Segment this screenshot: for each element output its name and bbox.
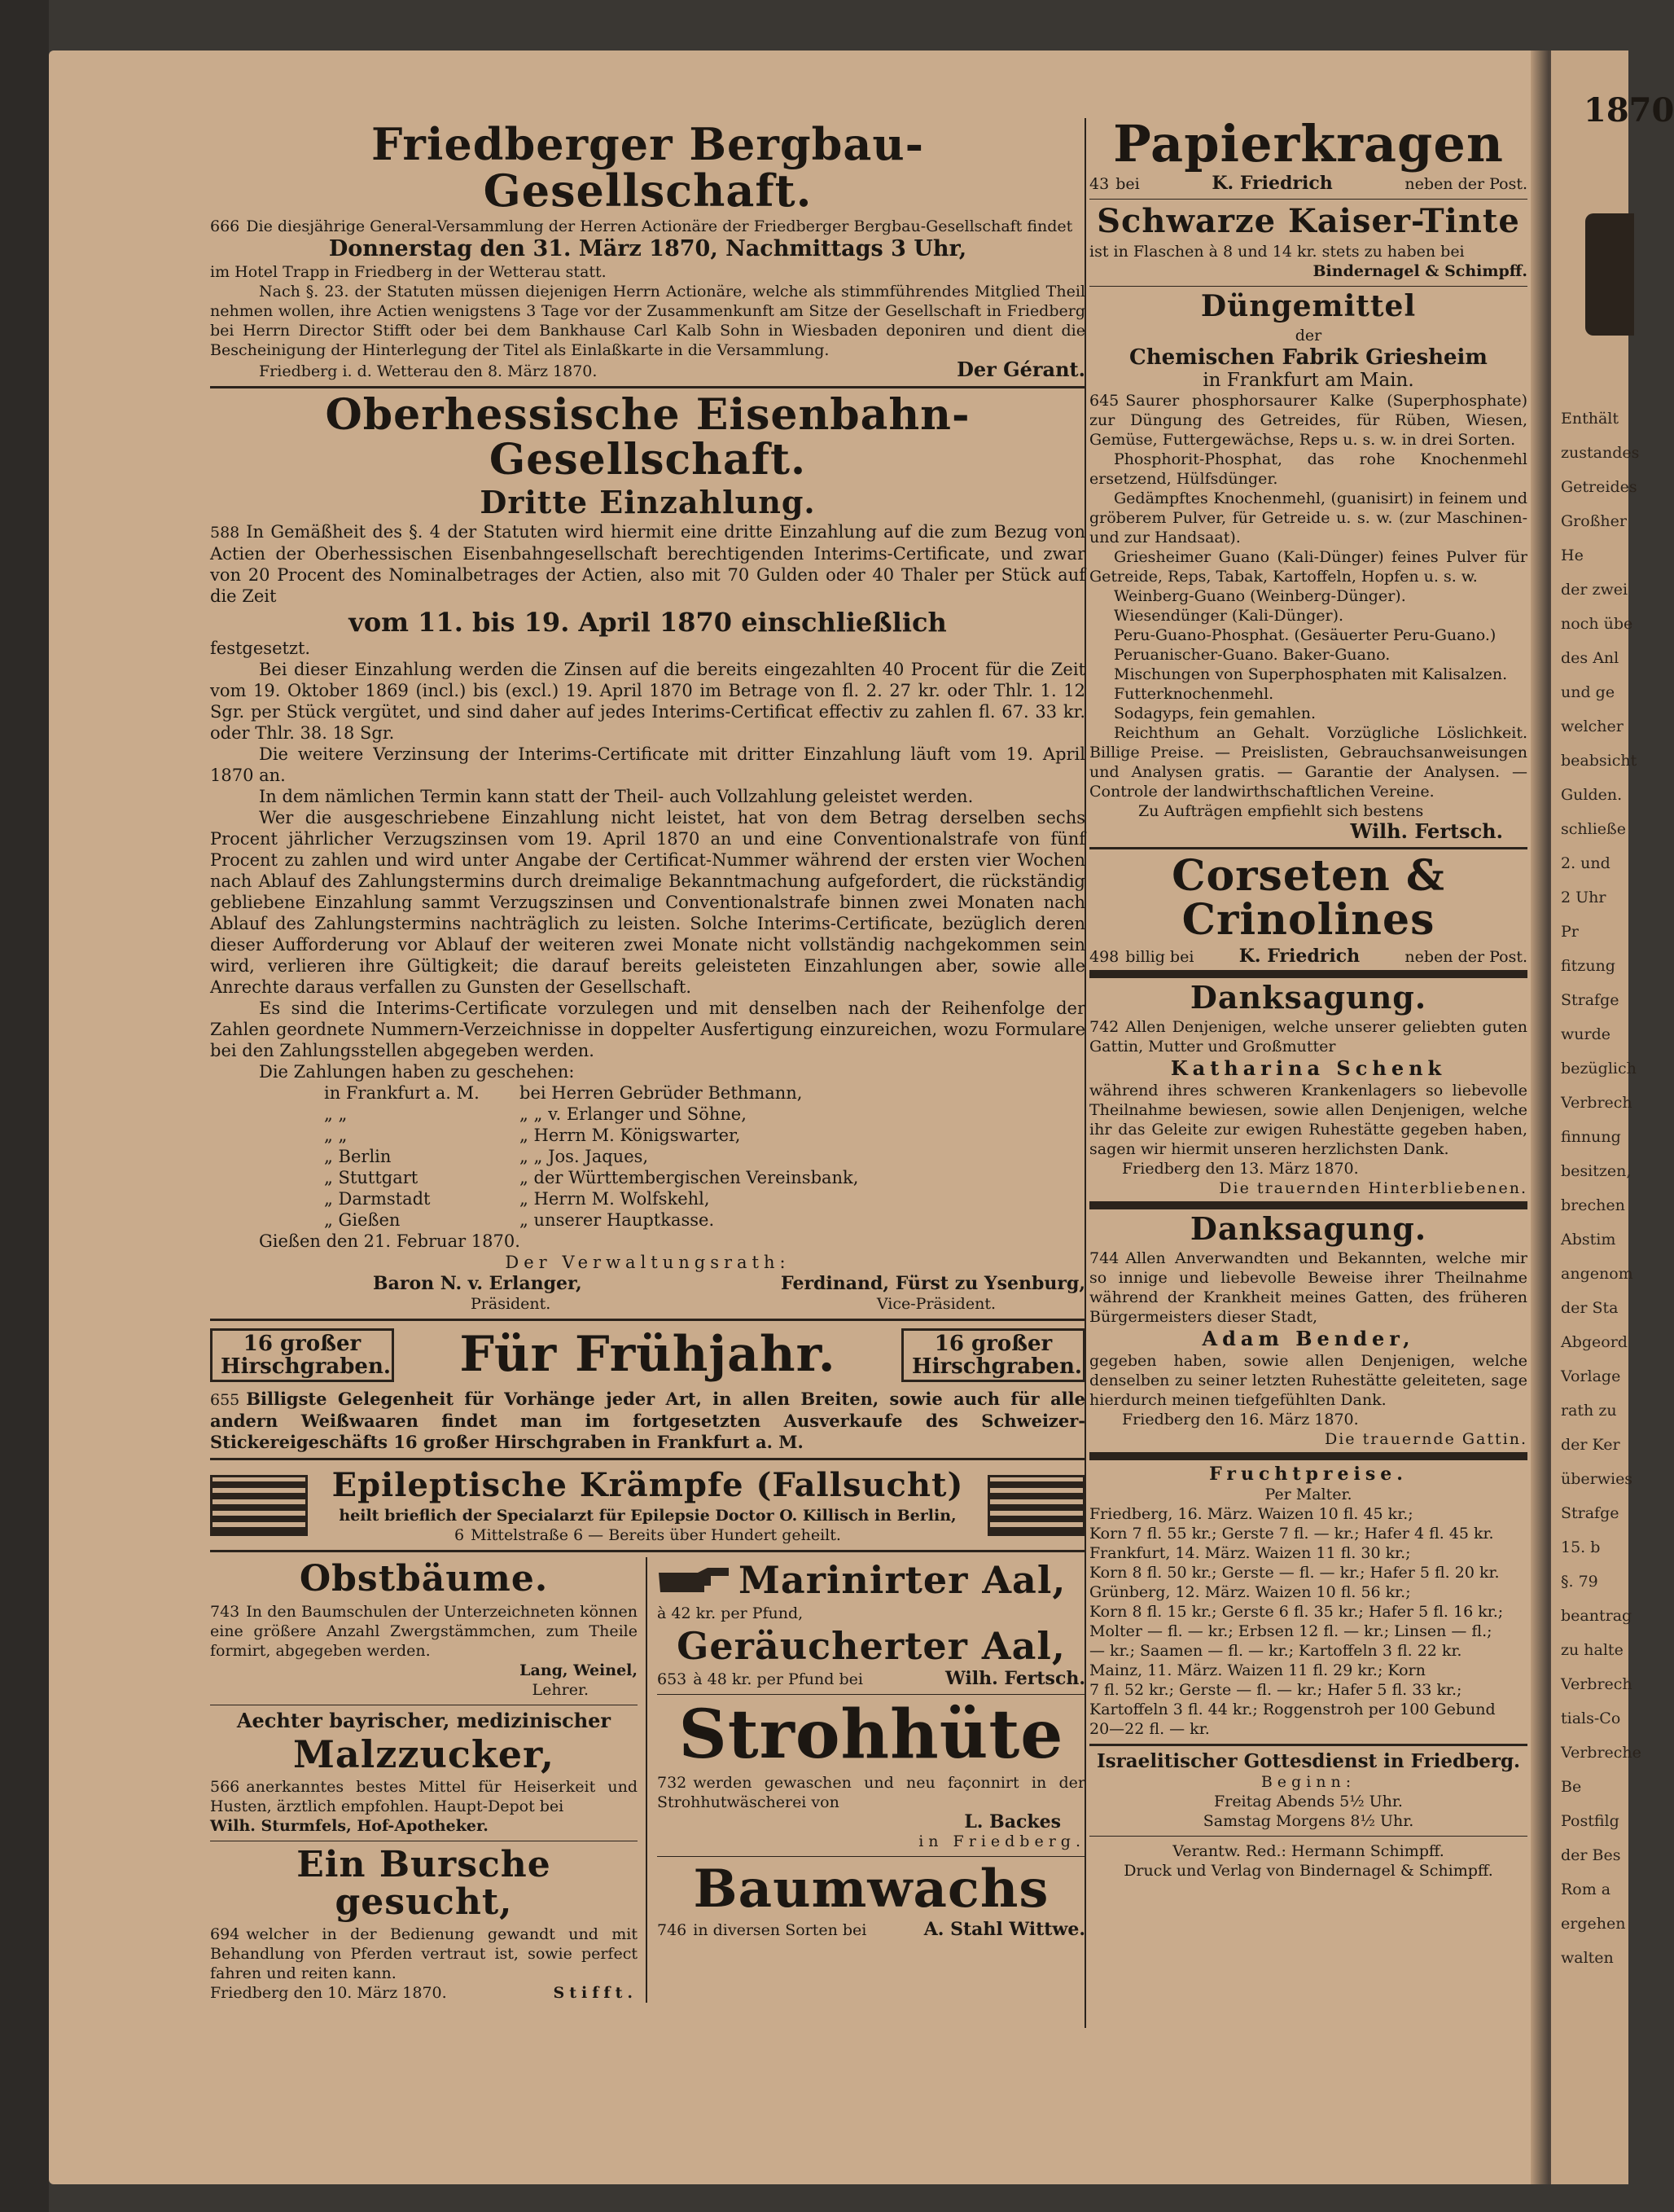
next-page-fragment: der Sta [1561, 1299, 1619, 1317]
eisenbahn-p4: In dem nämlichen Termin kann statt der Theil- auch Vollzahlung geleistet werden. [259, 787, 974, 807]
ad-number: 746 [657, 1921, 687, 1940]
ad-dank2 [1089, 1209, 1527, 1449]
dank1-sign: Die trauernden Hinterbliebenen. [1219, 1178, 1527, 1197]
duenger-sign: Wilh. Fertsch. [1350, 819, 1503, 843]
next-page-fragment: Getreides [1561, 478, 1637, 496]
price-line: — kr.; Saamen — fl. — kr.; Kartoffeln 3 fl. 22 kr. [1089, 1641, 1462, 1660]
price-line: Korn 7 fl. 55 kr.; Gerste 7 fl. — kr.; Hafer 4 fl. 45 kr. [1089, 1524, 1494, 1543]
ad-number: 742 [1089, 1017, 1120, 1036]
corset-post: neben der Post. [1404, 948, 1527, 967]
next-page-fragment: beabsicht [1561, 752, 1637, 770]
next-page-fragment: tials-Co [1561, 1709, 1621, 1727]
epilepsie-line1: heilt brieflich der Specialarzt für Epilepsie Doctor O. Killisch in Berlin, [339, 1507, 957, 1525]
obst-role: Lehrer. [532, 1680, 589, 1699]
market-prices [1089, 1464, 1527, 1739]
ad-number: 655 [210, 1391, 240, 1410]
wachs-text: in diversen Sorten bei [693, 1921, 867, 1940]
ad-papier [1089, 114, 1527, 195]
bergbau-sign: Der Gérant. [957, 358, 1085, 382]
payment-city: „ Darmstadt [324, 1189, 431, 1209]
price-line: Grünberg, 12. März. Waizen 10 fl. 56 kr.; [1089, 1582, 1411, 1601]
next-page-fragment: zustandes [1561, 444, 1640, 462]
ad-number: 732 [657, 1774, 687, 1793]
next-page-fragment: Verbrech [1561, 1675, 1632, 1693]
next-page-fragment: welcher [1561, 718, 1624, 735]
next-page-fragment: des Anl [1561, 649, 1619, 667]
bursche-text: welcher in der Bedienung gewandt und mit Behandlung von Pferden vertraut ist, sowie perfect fahren und reiten kann. [210, 1925, 638, 1983]
duenger-item: Zu Aufträgen empfiehlt sich bestens [1138, 801, 1424, 820]
payment-row [324, 1188, 1085, 1209]
corset-sign: K. Friedrich [1238, 946, 1361, 968]
next-page-fragment: schließe [1561, 820, 1626, 838]
payment-bank: „ der Württembergischen Vereinsbank, [519, 1168, 859, 1188]
obst-title: Obstbäume. [299, 1558, 549, 1600]
ad-duenger [1089, 289, 1527, 843]
payment-row [324, 1082, 1085, 1104]
dank1-text2: während ihres schweren Krankenlagers so liebevolle Theilnahme bewiesen, sowie allen Denjenigen, welche ihr das Geleite zur ewigen Ruhestätte gegeben haben, sagen wir hiermit unseren herzlichsten Dank. [1089, 1081, 1527, 1158]
malz-pre: Aechter bayrischer, medizinischer [236, 1708, 611, 1732]
signature-2-role: Vice-Präsident. [876, 1295, 996, 1314]
duenger-item: Weinberg-Guano (Weinberg-Dünger). [1114, 586, 1406, 605]
next-page-fragment: und ge [1561, 683, 1615, 701]
duenger-item: Phosphorit-Phosphat, das rohe Knochenmehl ersetzend, Hülfsdünger. [1089, 450, 1527, 488]
eisenbahn-subtitle: Dritte Einzahlung. [480, 483, 816, 520]
ad-gottesdienst [1089, 1751, 1527, 1831]
bergbau-place: im Hotel Trapp in Friedberg in der Wetterau statt. [210, 263, 607, 282]
payment-city: „ „ [324, 1104, 348, 1125]
next-page-fragment: zu halte [1561, 1641, 1624, 1659]
payment-city: „ Berlin [324, 1147, 392, 1167]
next-page-fragment: Pr [1561, 923, 1579, 941]
dank1-title: Danksagung. [1190, 979, 1427, 1016]
duenger-item: Saurer phosphorsaurer Kalke (Superphosphate) zur Düngung des Getreides, für Rüben, Wiesen, Gemüse, Futtergewächse, Reps u. s. w. in drei Sorten. [1089, 391, 1527, 449]
next-page-fragment: der zwei [1561, 581, 1628, 599]
ad-number: 6 [454, 1526, 465, 1545]
eisenbahn-p5: Wer die ausgeschriebene Einzahlung nicht leistet, hat von dem Betrag derselben sechs Procent jährlicher Verzugszinsen vom 19. April 1870 an und eine Conventionalstrafe von fünf Procent zu zahlen und wird unter Angabe der Certificat-Nummer während der ersten vier Wochen nach Ablauf des Zahlungstermins durch dreimalige Bekanntmachung aufgefordert, die rückständig gebliebene Einzahlung sammt Verzugszinsen und Conventionalstrafe binnen zwei Monaten nach Ablauf des Zahlungstermins nachträglich zu leisten. Solche Interims-Certificate, bezüglich deren dieser Aufforderung vor Ablauf der weiteren zwei Monate nicht vollständig nachgekommen sein wird, verlieren ihre Gültigkeit; die darauf bereits geleisteten Einzahlungen aber, sowie alle Anrechte daraus verfallen zu Gunsten der Gesellschaft. [210, 808, 1085, 998]
next-page-edge [1551, 50, 1674, 2184]
tinte-title: Schwarze Kaiser-Tinte [1097, 202, 1520, 241]
epilepsie-line2: Mittelstraße 6 — Bereits über Hundert geheilt. [471, 1526, 841, 1545]
ad-epilepsie [210, 1465, 1085, 1545]
address-box-right: 16 großer Hirschgraben. [901, 1328, 1085, 1382]
aal-price: à 42 kr. per Pfund, [657, 1604, 804, 1622]
next-page-fragment: noch übe [1561, 615, 1633, 633]
stroh-place: in Friedberg. [918, 1832, 1085, 1851]
ad-number: 744 [1089, 1249, 1120, 1267]
signature-1-role: Präsident. [471, 1295, 551, 1314]
eisenbahn-board: Der Verwaltungsrath: [505, 1253, 791, 1273]
payment-row [324, 1209, 1085, 1231]
next-page-fragment: Vorlage [1561, 1367, 1621, 1385]
next-page-fragment: He [1561, 546, 1584, 564]
dank2-sign: Die trauernde Gattin. [1324, 1429, 1527, 1448]
duenger-item: Wiesendünger (Kali-Dünger). [1114, 606, 1344, 625]
ad-number: 666 [210, 217, 240, 236]
next-page-fragment: Strafge [1561, 991, 1619, 1009]
duenger-firm: Chemischen Fabrik Griesheim [1129, 345, 1488, 370]
heavy-divider [1089, 970, 1527, 978]
fruehjahr-title: Für Frühjahr. [459, 1326, 836, 1384]
eisenbahn-p3: Die weitere Verzinsung der Interims-Certificate mit dritter Einzahlung läuft vom 19. April 1870 an. [210, 744, 1085, 786]
bursche-sign: Stifft. [553, 1984, 638, 2003]
payment-list [210, 1082, 1085, 1231]
tinte-sign: Bindernagel & Schimpff. [1312, 262, 1527, 281]
bottom-right-ads [647, 1557, 1085, 2003]
bursche-title: Ein Bursche gesucht, [296, 1843, 551, 1924]
left-column [210, 118, 1085, 2003]
wachs-sign: A. Stahl Wittwe. [923, 1919, 1085, 1941]
next-page-fragment: überwies [1561, 1470, 1633, 1488]
dank2-name: Adam Bender, [1202, 1326, 1415, 1350]
eisenbahn-period: vom 11. bis 19. April 1870 einschließlich [348, 607, 947, 639]
obst-sign: Lang, Weinel, [519, 1661, 638, 1679]
papier-post: neben der Post. [1404, 175, 1527, 194]
imprint [1089, 1841, 1527, 1881]
ad-number: 645 [1089, 391, 1120, 410]
bergbau-body: Nach §. 23. der Statuten müssen diejenigen Herrn Actionäre, welche als stimmführendes Mitglied Theil nehmen wollen, ihre Actien wenigstens 3 Tage vor der Zusammenkunft am Sitze der Gesellschaft in Friedberg bei Herrn Director Stifft oder bei dem Bankhause Carl Kalb Sohn in Wiesbaden deponiren und dient die Bescheinigung der Hinterlegung der Titel als Einlaßkarte in die Versammlung. [210, 283, 1085, 360]
ad-eisenbahn [210, 390, 1085, 1314]
ad-dank1 [1089, 981, 1527, 1198]
divider [1089, 199, 1527, 200]
next-page-fragment: Gulden. [1561, 786, 1623, 804]
price-line: Frankfurt, 14. März. Waizen 11 fl. 30 kr.; [1089, 1543, 1411, 1562]
divider [210, 1550, 1085, 1552]
aal-price2: à 48 kr. per Pfund bei [693, 1670, 863, 1689]
next-page-fragment: besitzen, [1561, 1162, 1632, 1180]
next-page-fragment: Verbrech [1561, 1094, 1632, 1112]
payment-row [324, 1167, 1085, 1188]
payment-city: „ Stuttgart [324, 1168, 418, 1188]
next-page-year: 1870 [1584, 91, 1674, 129]
pointing-hand-icon [657, 1565, 730, 1597]
fruehjahr-text: Billigste Gelegenheit für Vorhänge jeder Art, in allen Breiten, sowie auch für alle andern Weißwaaren findet man im fortgesetzten Ausverkaufe des Schweizer-Stickereigeschäfts 16 großer Hirschgraben in Frankfurt a. M. [210, 1389, 1085, 1453]
next-page-masthead [1585, 213, 1634, 336]
payment-row [324, 1146, 1085, 1167]
price-line: Molter — fl. — kr.; Erbsen 12 fl. — kr.; Linsen — fl.; [1089, 1622, 1492, 1640]
divider [1089, 286, 1527, 287]
payment-row [324, 1104, 1085, 1125]
next-page-fragment: der Ker [1561, 1436, 1620, 1454]
divider [1089, 1744, 1527, 1746]
ad-number: 498 [1089, 948, 1120, 967]
dank2-text2: gegeben haben, sowie allen Denjenigen, welche denselben zu seiner letzten Ruhestätte geleiteten, sage hierdurch meinen tiefgefühlten Dank. [1089, 1351, 1527, 1409]
papier-title: Papierkragen [1113, 114, 1504, 173]
wachs-title: Baumwachs [693, 1859, 1050, 1920]
address-box-left: 16 großer Hirschgraben. [210, 1328, 394, 1382]
eisenbahn-title: Oberhessische Eisenbahn-Gesellschaft. [325, 390, 971, 485]
price-line: Friedberg, 16. März. Waizen 10 fl. 45 kr.; [1089, 1504, 1413, 1523]
duenger-item: Futterknochenmehl. [1114, 684, 1274, 703]
duenger-item: Gedämpftes Knochenmehl, (guanisirt) in feinem und gröberem Pulver, für Getreide u. s. w. (zur Maschinen- und zur Handsaat). [1089, 489, 1527, 546]
ornament-icon [988, 1475, 1085, 1536]
aal-title2: Geräucherter Aal, [677, 1623, 1066, 1668]
next-page-fragment: Rom a [1561, 1881, 1611, 1898]
bergbau-sign-place: Friedberg i. d. Wetterau den 8. März 1870. [259, 362, 598, 381]
next-page-fragment: Großher [1561, 512, 1627, 530]
bergbau-title: Friedberger Bergbau-Gesellschaft. [370, 118, 925, 217]
payment-bank: „ Herrn M. Wolfskehl, [519, 1189, 710, 1209]
next-page-fragment: der Bes [1561, 1846, 1621, 1864]
divider [1089, 847, 1527, 849]
malz-text: anerkanntes bestes Mittel für Heiserkeit und Husten, ärztlich empfohlen. Haupt-Depot bei [210, 1777, 638, 1815]
next-page-fragment: Be [1561, 1778, 1582, 1796]
next-page-fragment: angenom [1561, 1265, 1633, 1283]
next-page-fragment: 15. b [1561, 1538, 1601, 1556]
duenger-item: Reichthum an Gehalt. Vorzügliche Löslichkeit. Billige Preise. — Preislisten, Gebrauchsanweisungen und Analysen gratis. — Garantie der Analysen. — Controle der landwirthschaftlichen Vereine. [1089, 723, 1527, 801]
next-page-fragment: wurde [1561, 1025, 1610, 1043]
price-line: Korn 8 fl. 15 kr.; Gerste 6 fl. 35 kr.; Hafer 5 fl. 16 kr.; [1089, 1602, 1504, 1621]
payment-row [324, 1125, 1085, 1146]
malz-sign: Wilh. Sturmfels, Hof-Apotheker. [210, 1816, 489, 1835]
next-page-fragment: §. 79 [1561, 1573, 1598, 1591]
right-column [1089, 114, 1527, 1881]
papier-sign: K. Friedrich [1212, 173, 1333, 195]
bottom-ads [210, 1557, 1085, 2003]
ad-number: 743 [210, 1602, 240, 1621]
frucht-title: Fruchtpreise. [1209, 1463, 1408, 1485]
corset-pre: billig bei [1125, 948, 1194, 967]
duenger-der: der [1295, 326, 1322, 345]
ad-number: 43 [1089, 175, 1110, 194]
next-page-fragment: bezüglich [1561, 1060, 1637, 1077]
duenger-item: Mischungen von Superphosphaten mit Kalisalzen. [1114, 665, 1508, 683]
divider [1089, 1836, 1527, 1837]
next-page-fragment: finnung [1561, 1128, 1621, 1146]
obst-text: In den Baumschulen der Unterzeichneten können eine größere Anzahl Zwergstämmchen, zum Theile formirt, abgegeben werden. [210, 1602, 638, 1660]
imprint-line2: Druck und Verlag von Bindernagel & Schimpff. [1124, 1861, 1493, 1880]
payment-city: in Frankfurt a. M. [324, 1083, 480, 1104]
eisenbahn-p1-end: festgesetzt. [210, 639, 311, 659]
duenger-place: in Frankfurt am Main. [1203, 369, 1414, 391]
aal-title: Marinirter Aal, [738, 1558, 1067, 1603]
next-page-fragments [1561, 409, 1641, 1982]
divider [210, 1458, 1085, 1460]
price-line: 20—22 fl. — kr. [1089, 1719, 1210, 1738]
duenger-title: Düngemittel [1200, 289, 1417, 324]
price-line: Mainz, 11. März. Waizen 11 fl. 29 kr.; Korn [1089, 1661, 1426, 1679]
eisenbahn-p6: Es sind die Interims-Certificate vorzulegen und mit denselben nach der Reihenfolge der Zahlen geordnete Nummern-Verzeichnisse in doppelter Ausfertigung einzureichen, wozu Formulare bei den Zahlungsstellen abgegeben werden. [210, 998, 1085, 1061]
next-page-fragment: beantrag [1561, 1607, 1632, 1625]
next-page-fragment: brechen [1561, 1196, 1625, 1214]
aal-sign: Wilh. Fertsch. [945, 1668, 1085, 1690]
divider [210, 386, 1085, 388]
next-page-fragment: fitzung [1561, 957, 1615, 975]
duenger-item: Griesheimer Guano (Kali-Dünger) feines Pulver für Getreide, Reps, Tabak, Kartoffeln, Hopfen u. s. w. [1089, 547, 1527, 586]
eisenbahn-date: Gießen den 21. Februar 1870. [259, 1231, 520, 1252]
signature-2: Ferdinand, Fürst zu Ysenburg, [781, 1273, 1085, 1295]
next-page-fragment: ergehen [1561, 1915, 1626, 1933]
heavy-divider [1089, 1452, 1527, 1460]
bergbau-date: Donnerstag den 31. März 1870, Nachmittags 3 Uhr, [328, 236, 967, 262]
price-line: 7 fl. 52 kr.; Gerste — fl. — kr.; Hafer 5 fl. 33 kr.; [1089, 1680, 1462, 1699]
next-page-fragment: Strafge [1561, 1504, 1619, 1522]
tinte-text: ist in Flaschen à 8 und 14 kr. stets zu haben bei [1089, 243, 1465, 261]
next-page-fragment: rath zu [1561, 1402, 1617, 1420]
payment-bank: „ unserer Hauptkasse. [519, 1210, 715, 1231]
frucht-sub: Per Malter. [1264, 1485, 1352, 1503]
payment-bank: „ „ Jos. Jaques, [519, 1147, 649, 1167]
next-page-fragment: 2. und [1561, 854, 1610, 872]
stroh-text: werden gewaschen und neu façonnirt in der Strohhutwäscherei von [657, 1774, 1085, 1812]
bottom-left-ads [210, 1557, 647, 2003]
payment-bank: bei Herren Gebrüder Bethmann, [519, 1083, 803, 1104]
book-binding [0, 0, 49, 2212]
corset-title: Corseten & Crinolines [1172, 850, 1445, 946]
payment-city: „ „ [324, 1126, 348, 1146]
next-page-fragment: Abstim [1561, 1231, 1616, 1249]
malz-title: Malzzucker, [293, 1731, 554, 1776]
ad-number: 588 [210, 524, 240, 542]
ad-number: 694 [210, 1925, 240, 1944]
price-line: Korn 8 fl. 50 kr.; Gerste — fl. — kr.; Hafer 5 fl. 20 kr. [1089, 1563, 1500, 1582]
dank1-text1: Allen Denjenigen, welche unserer geliebten guten Gattin, Mutter und Großmutter [1089, 1017, 1527, 1056]
gottesdienst-line1: Freitag Abends 5½ Uhr. [1214, 1792, 1403, 1810]
price-line: Kartoffeln 3 fl. 44 kr.; Roggenstroh per 100 Gebund [1089, 1700, 1496, 1718]
dank2-date: Friedberg den 16. März 1870. [1122, 1410, 1359, 1429]
gottesdienst-line2: Samstag Morgens 8½ Uhr. [1203, 1811, 1414, 1830]
next-page-fragment: walten [1561, 1949, 1614, 1967]
dank2-title: Danksagung. [1190, 1209, 1427, 1247]
payment-bank: „ Herrn M. Königswarter, [519, 1126, 741, 1146]
divider [657, 1856, 1085, 1857]
dank1-date: Friedberg den 13. März 1870. [1122, 1159, 1359, 1178]
ad-number: 653 [657, 1670, 687, 1689]
ad-number: 566 [210, 1777, 240, 1796]
papier-pre: bei [1115, 175, 1140, 194]
imprint-line1: Verantw. Red.: Hermann Schimpff. [1172, 1841, 1444, 1860]
dank2-text1: Allen Anverwandten und Bekannten, welche mir so innige und liebevolle Beweise ihrer Theilnahme während der Krankheit meines Gatten, des früheren Bürgermeisters dieser Stadt, [1089, 1249, 1527, 1326]
bursche-date: Friedberg den 10. März 1870. [210, 1984, 447, 2003]
next-page-fragment: Abgeord [1561, 1333, 1628, 1351]
payment-city: „ Gießen [324, 1210, 401, 1231]
signature-1: Baron N. v. Erlanger, [373, 1273, 582, 1295]
next-page-fragment: Verbreche [1561, 1744, 1641, 1762]
eisenbahn-p2: Bei dieser Einzahlung werden die Zinsen auf die bereits eingezahlten 40 Procent für die Zeit vom 19. Oktober 1869 (incl.) bis (excl.) 19. April 1870 im Betrage von fl. 2. 27 kr. oder Thlr. 1. 12 Sgr. per Stück vergütet, und sind daher auf jedes Interims-Certificat effectiv zu zahlen fl. 67. 33 kr. oder Thlr. 38. 18 Sgr. [210, 660, 1085, 744]
ornament-icon [210, 1475, 308, 1536]
bergbau-intro: Die diesjährige General-Versammlung der Herren Actionäre der Friedberger Bergbau-Gesellschaft findet [246, 217, 1073, 236]
ad-corset [1089, 850, 1527, 968]
dank1-name: Katharina Schenk [1170, 1056, 1447, 1080]
gottesdienst-beginn: Beginn: [1260, 1772, 1356, 1791]
stroh-title: Strohhüte [678, 1696, 1064, 1775]
next-page-fragment: 2 Uhr [1561, 889, 1606, 906]
ad-bergbau [210, 118, 1085, 382]
payment-bank: „ „ v. Erlanger und Söhne, [519, 1104, 747, 1125]
next-page-fragment: Postfilg [1561, 1812, 1619, 1830]
gottesdienst-title: Israelitischer Gottesdienst in Friedberg. [1096, 1749, 1521, 1772]
eisenbahn-p7: Die Zahlungen haben zu geschehen: [259, 1062, 575, 1082]
stroh-sign: L. Backes [964, 1811, 1061, 1833]
eisenbahn-p1: In Gemäßheit des §. 4 der Statuten wird hiermit eine dritte Einzahlung auf die zum Bezug von Actien der Oberhessischen Eisenbahngesellschaft berechtigenden Interims-Certificate, und zwar von 20 Procent des Nominalbetrages der Actien, also mit 70 Gulden oder 40 Thaler per Stück auf die Zeit [210, 522, 1085, 607]
heavy-divider [1089, 1201, 1527, 1209]
duenger-item: Peruanischer-Guano. Baker-Guano. [1114, 645, 1391, 664]
divider [210, 1319, 1085, 1321]
epilepsie-title: Epileptische Krämpfe (Fallsucht) [331, 1466, 964, 1505]
duenger-item: Sodagyps, fein gemahlen. [1114, 704, 1317, 722]
duenger-item: Peru-Guano-Phosphat. (Gesäuerter Peru-Guano.) [1114, 625, 1497, 644]
divider [657, 1694, 1085, 1695]
ad-fruehjahr [210, 1326, 1085, 1453]
ad-tinte [1089, 204, 1527, 281]
next-page-fragment: Enthält [1561, 410, 1619, 428]
